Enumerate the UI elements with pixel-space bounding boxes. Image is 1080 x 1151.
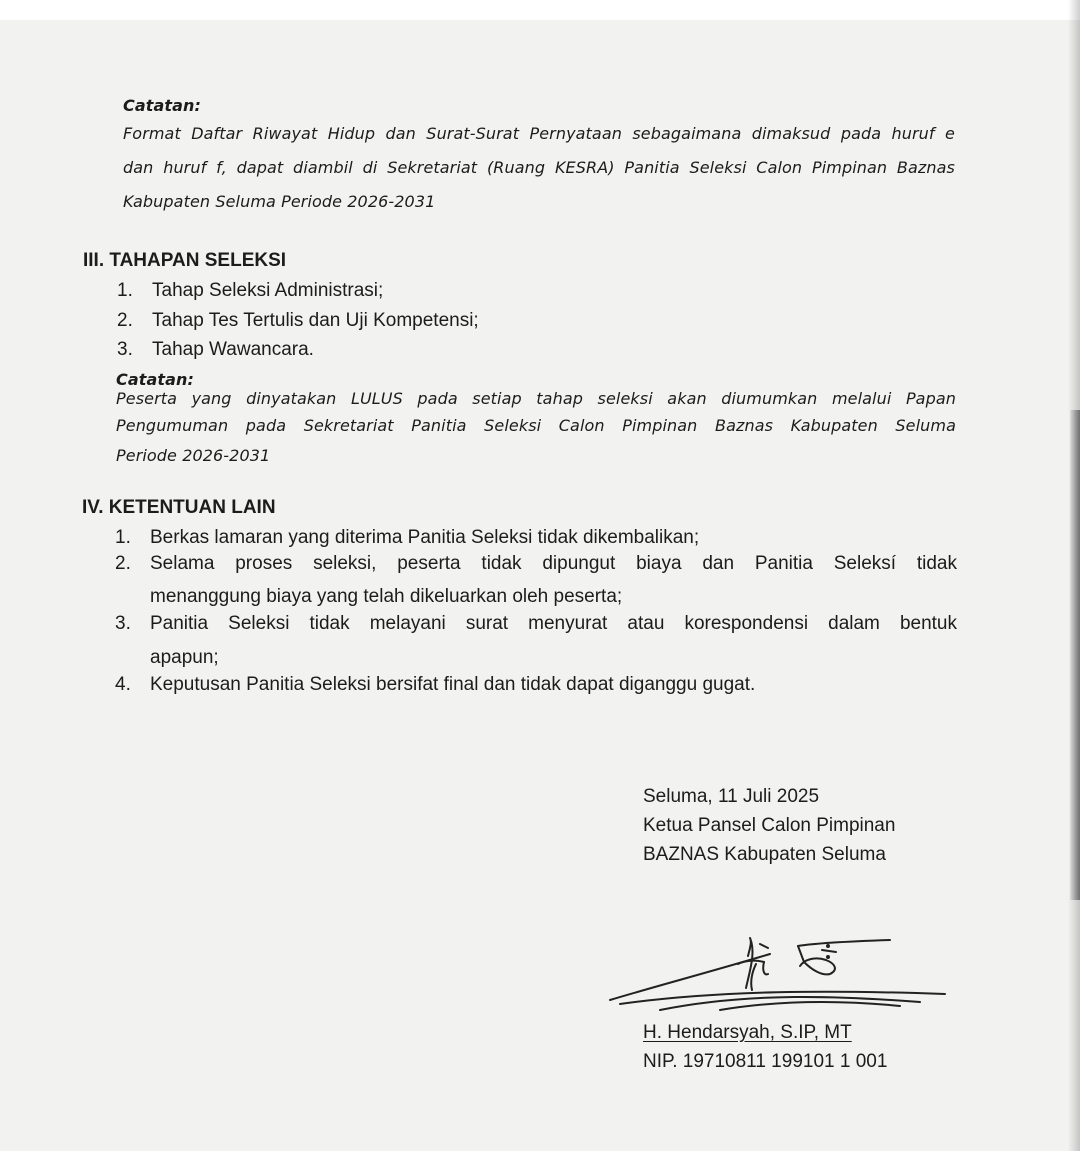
list-item-text: Tahap Tes Tertulis dan Uji Kompetensi; <box>152 310 479 331</box>
catatan-line-3: Kabupaten Seluma Periode 2026-2031 <box>123 192 436 211</box>
list-item-number: 2. <box>115 553 131 574</box>
signature-role-line-2: BAZNAS Kabupaten Seluma <box>643 844 886 865</box>
list-item-number: 4. <box>115 674 131 695</box>
list-item <box>115 527 955 551</box>
section-3-note-line-1: Peserta yang dinyatakan LULUS pada setiap tahap seleksi akan diumumkan melalui Papan <box>116 389 956 408</box>
list-item-number: 2. <box>117 310 133 331</box>
list-item <box>117 280 717 304</box>
list-item-number: 1. <box>117 280 133 301</box>
signatory-nip: NIP. 19710811 199101 1 001 <box>643 1051 888 1072</box>
list-item-text: Tahap Wawancara. <box>152 339 314 360</box>
list-item-text: Tahap Seleksi Administrasi; <box>152 280 384 301</box>
list-item <box>115 674 955 698</box>
section-3-heading: III. TAHAPAN SELEKSI <box>83 250 287 271</box>
list-item-text: Panitia Seleksi tidak melayani surat menyurat atau korespondensi dalam bentuk <box>150 613 957 634</box>
signature-place-date: Seluma, 11 Juli 2025 <box>643 786 820 807</box>
section-3-note-title: Catatan: <box>116 370 195 389</box>
section-4-heading: IV. KETENTUAN LAIN <box>82 497 276 518</box>
list-item-text: Keputusan Panitia Seleksi bersifat final dan tidak dapat diganggu gugat. <box>150 674 756 695</box>
list-item-number: 1. <box>115 527 131 548</box>
list-item <box>117 339 717 363</box>
list-item-number: 3. <box>115 613 131 634</box>
catatan-title: Catatan: <box>123 96 202 115</box>
list-item-continuation: apapun; <box>150 647 219 668</box>
list-item-number: 3. <box>117 339 133 360</box>
handwritten-signature <box>600 930 950 1025</box>
signature-role-line-1: Ketua Pansel Calon Pimpinan <box>643 815 896 836</box>
list-item <box>117 310 717 334</box>
catatan-line-1: Format Daftar Riwayat Hidup dan Surat-Surat Pernyataan sebagaimana dimaksud pada huruf e <box>123 124 955 143</box>
page-edge-dark <box>1070 410 1080 900</box>
section-3-note-line-3: Periode 2026-2031 <box>116 446 271 465</box>
catatan-line-2: dan huruf f, dapat diambil di Sekretariat (Ruang KESRA) Panitia Seleksi Calon Pimpinan Baznas <box>123 158 955 177</box>
list-item <box>115 553 957 577</box>
page-top-margin <box>0 0 1080 20</box>
list-item <box>115 613 957 637</box>
section-3-note-line-2: Pengumuman pada Sekretariat Panitia Seleksi Calon Pimpinan Baznas Kabupaten Seluma <box>116 416 956 435</box>
list-item-text: Berkas lamaran yang diterima Panitia Seleksi tidak dikembalikan; <box>150 527 700 548</box>
list-item-continuation: menanggung biaya yang telah dikeluarkan oleh peserta; <box>150 586 623 607</box>
signatory-name: H. Hendarsyah, S.IP, MT <box>643 1022 852 1043</box>
list-item-text: Selama proses seleksi, peserta tidak dipungut biaya dan Panitia Seleksí tidak <box>150 553 957 574</box>
